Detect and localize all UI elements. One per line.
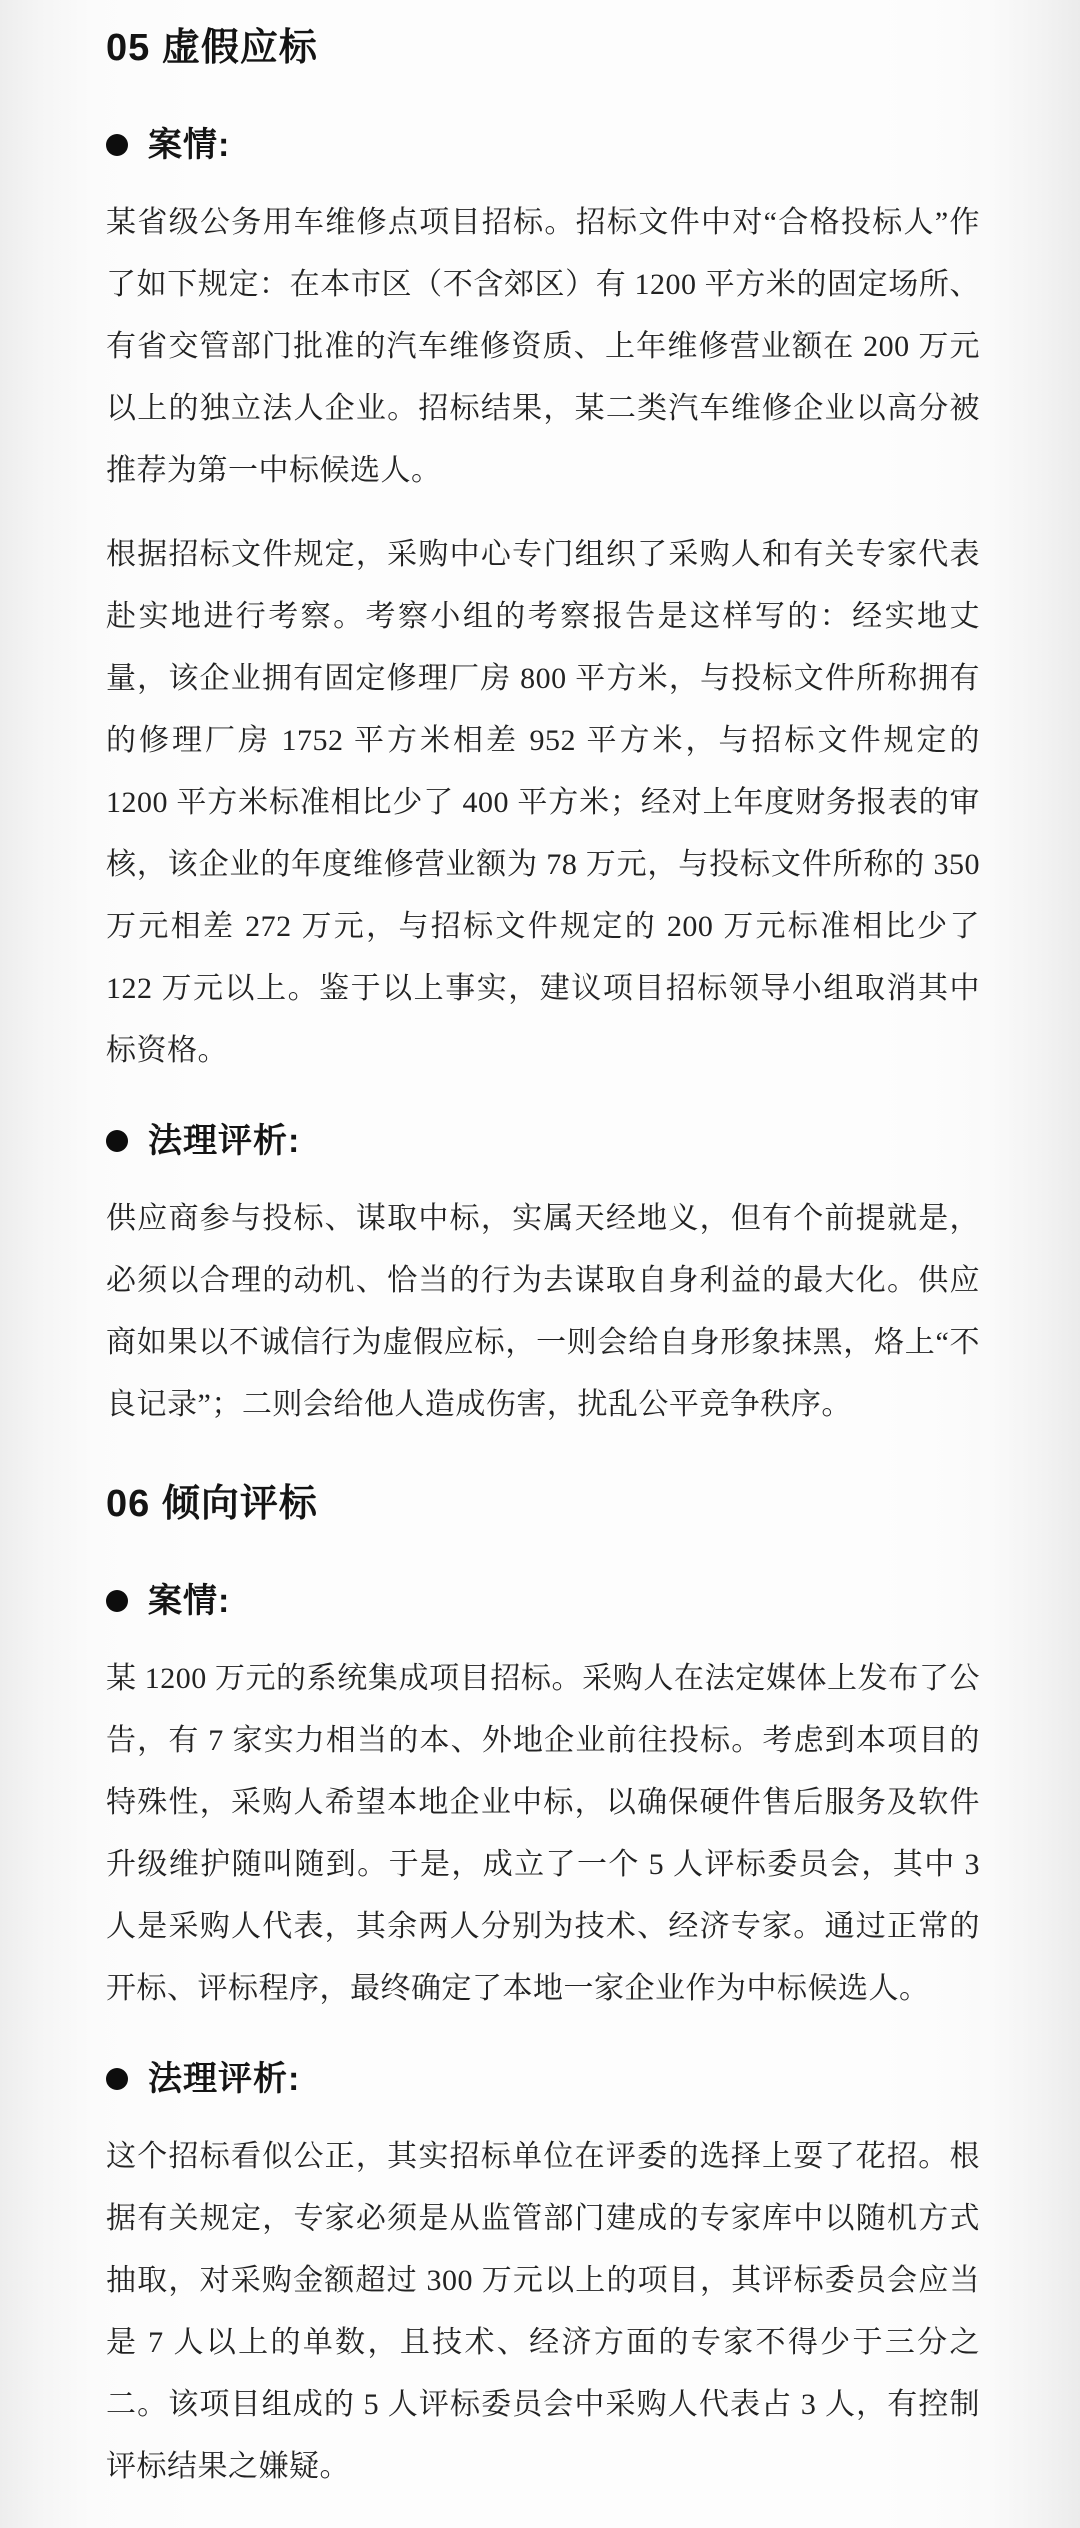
analysis-label: 法理评析: — [148, 1122, 301, 1160]
bullet-icon — [106, 134, 128, 156]
section-05-case-subheading — [106, 126, 980, 164]
analysis-paragraph: 供应商参与投标、谋取中标，实属天经地义，但有个前提就是，必须以合理的动机、恰当的行为去谋取自身利益的最大化。供应商如果以不诚信行为虚假应标，一则会给自身形象抹黑，烙上“不良记录”；二则会给他人造成伤害，扰乱公平竞争秩序。 — [106, 1202, 980, 1421]
case-label: 案情: — [148, 1582, 231, 1620]
case-paragraph: 某省级公务用车维修点项目招标。招标文件中对“合格投标人”作了如下规定：在本市区（不含郊区）有 1200 平方米的固定场所、有省交管部门批准的汽车维修资质、上年维修营业额在 200 万元以上的独立法人企业。招标结果，某二类汽车维修企业以高分被推荐为第一中标候选人。 — [106, 206, 980, 487]
section-06-title: 06 倾向评标 — [106, 1483, 318, 1525]
analysis-paragraph: 这个招标看似公正，其实招标单位在评委的选择上耍了花招。根据有关规定，专家必须是从监管部门建成的专家库中以随机方式抽取，对采购金额超过 300 万元以上的项目，其评标委员会应当是 7 人以上的单数，且技术、经济方面的专家不得少于三分之二。该项目组成的 5 人评标委员会中采购人代表占 3 人，有控制评标结果之嫌疑。 — [106, 2140, 980, 2483]
bullet-icon — [106, 1130, 128, 1152]
bullet-icon — [106, 2068, 128, 2090]
case-label: 案情: — [148, 126, 231, 164]
bullet-icon — [106, 1590, 128, 1612]
section-06 — [106, 1482, 980, 2498]
section-05-analysis-subheading — [106, 1122, 980, 1160]
section-05-title: 05 虚假应标 — [106, 27, 318, 69]
case-paragraph: 某 1200 万元的系统集成项目招标。采购人在法定媒体上发布了公告，有 7 家实力相当的本、外地企业前往投标。考虑到本项目的特殊性，采购人希望本地企业中标，以确保硬件售后服务及软件升级维护随叫随到。于是，成立了一个 5 人评标委员会，其中 3 人是采购人代表，其余两人分别为技术、经济专家。通过正常的开标、评标程序，最终确定了本地一家企业作为中标候选人。 — [106, 1662, 980, 2005]
section-05 — [106, 26, 980, 1436]
case-paragraph: 根据招标文件规定，采购中心专门组织了采购人和有关专家代表赴实地进行考察。考察小组的考察报告是这样写的：经实地丈量，该企业拥有固定修理厂房 800 平方米，与投标文件所称拥有的修理厂房 1752 平方米相差 952 平方米，与招标文件规定的 1200 平方米标准相比少了 400 平方米；经对上年度财务报表的审核，该企业的年度维修营业额为 78 万元，与投标文件所称的 350 万元相差 272 万元，与招标文件规定的 200 万元标准相比少了 122 万元以上。鉴于以上事实，建议项目招标领导小组取消其中标资格。 — [106, 538, 980, 1067]
section-06-case-subheading — [106, 1582, 980, 1620]
section-06-analysis-subheading — [106, 2060, 980, 2098]
analysis-label: 法理评析: — [148, 2060, 301, 2098]
